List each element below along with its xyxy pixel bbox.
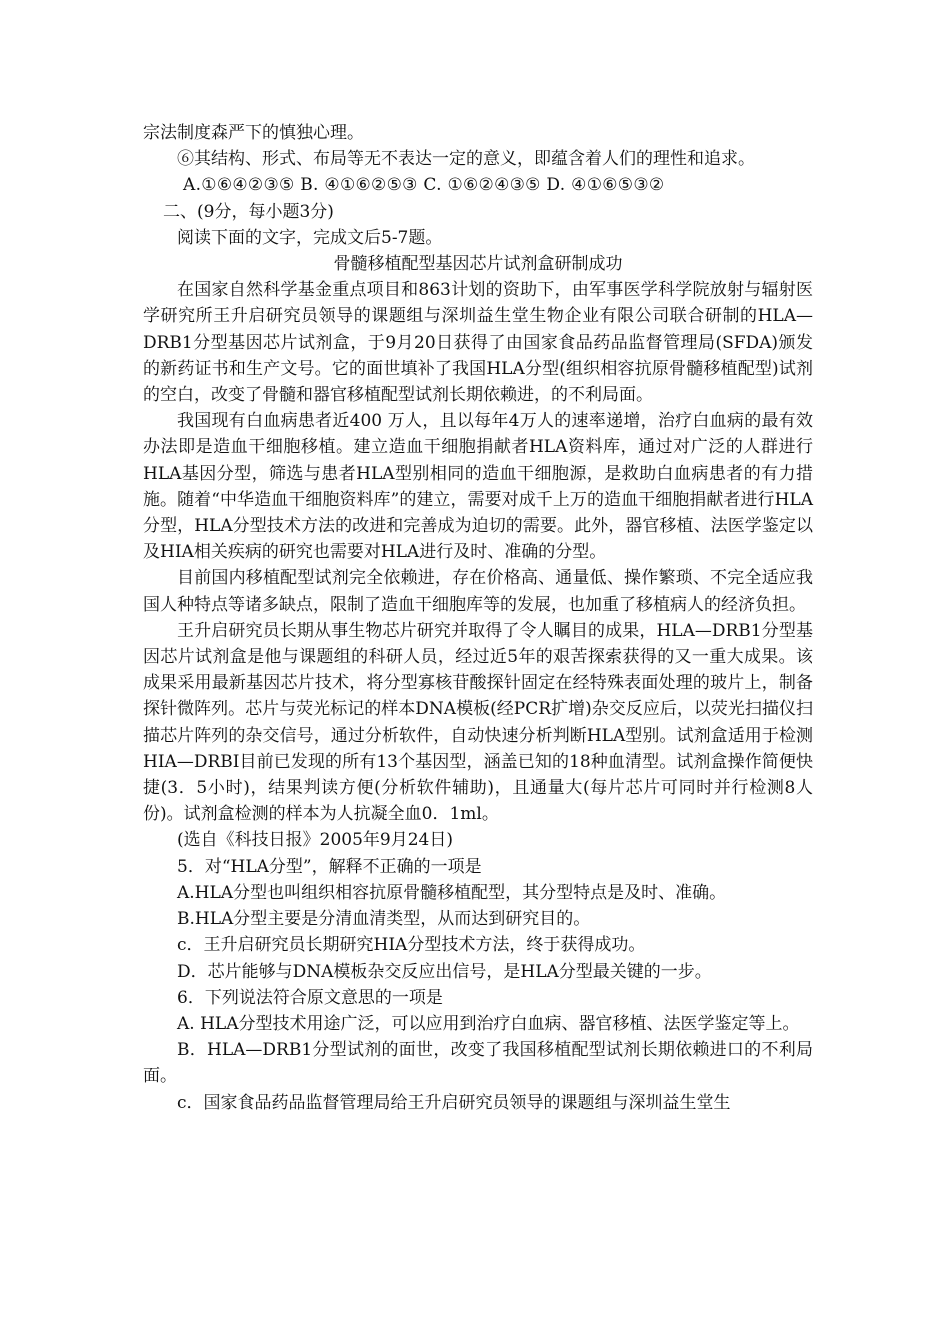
article-title: 骨髓移植配型基因芯片试剂盒研制成功: [333, 254, 623, 275]
answer-option: A.HLA分型也叫组织相容抗原骨髓移植配型，其分型特点是及时、准确。: [177, 882, 727, 903]
answer-option: c．国家食品药品监督管理局给王升启研究员领导的课题组与深圳益生堂生: [177, 1092, 731, 1113]
paragraph: 我国现有白血病患者近400 万人，且以每年4万人的速率递增，治疗白血病的最有效办法即是造血干细胞移植。建立造血干细胞捐献者HLA资料库，通过对广泛的人群进行HLA基因分型，筛选与患者HLA型别相同的造血干细胞源，是救助白血病患者的有力措施。随着“中华造血干细胞资料库”的建立，需要对成千上万的造血干细胞捐献者进行HLA分型，HLA分型技术方法的改进和完善成为迫切的需要。此外，器官移植、法医学鉴定以及HIA相关疾病的研究也需要对HLA进行及时、准确的分型。: [143, 411, 813, 563]
text-line: A.①⑥④②③⑤ B. ④①⑥②⑤③ C. ①⑥②④③⑤ D. ④①⑥⑤③②: [183, 175, 665, 196]
text-line: 二、(9分，每小题3分): [163, 201, 334, 222]
answer-option: B.HLA分型主要是分清血清类型，从而达到研究目的。: [177, 909, 591, 930]
paragraph: 目前国内移植配型试剂完全依赖进，存在价格高、通量低、操作繁琐、不完全适应我国人种特点等诸多缺点，限制了造血干细胞库等的发展，也加重了移植病人的经济负担。: [143, 568, 813, 615]
question-stem: 6．下列说法符合原文意思的一项是: [177, 987, 443, 1008]
text-line: 阅读下面的文字，完成文后5-7题。: [177, 227, 443, 248]
answer-option: A. HLA分型技术用途广泛，可以应用到治疗白血病、器官移植、法医学鉴定等上。: [177, 1013, 800, 1034]
document-page: [143, 120, 813, 1116]
paragraph: 在国家自然科学基金重点项目和863计划的资助下，由军事医学科学院放射与辐射医学研究所王升启研究员领导的课题组与深圳益生堂生物企业有限公司联合研制的HLA—DRB1分型基因芯片试剂盒，于9月20日获得了由国家食品药品监督管理局(SFDA)颁发的新药证书和生产文号。它的面世填补了我国HLA分型(组织相容抗原骨髓移植配型)试剂的空白，改变了骨髓和器官移植配型试剂长期依赖进，的不利局面。: [143, 280, 813, 406]
paragraph: 王升启研究员长期从事生物芯片研究并取得了令人瞩目的成果，HLA—DRB1分型基因芯片试剂盒是他与课题组的科研人员，经过近5年的艰苦探索获得的又一重大成果。该成果采用最新基因芯片技术，将分型寡核苷酸探针固定在经特殊表面处理的玻片上，制备探针微阵列。芯片与荧光标记的样本DNA模板(经PCR扩增)杂交反应后，以荧光扫描仪扫描芯片阵列的杂交信号，通过分析软件，自动快速分析判断HLA型别。试剂盒适用于检测HIA—DRBI目前已发现的所有13个基因型，涵盖已知的18种血清型。试剂盒操作简便快捷(3．5小时)，结果判读方便(分析软件辅助)，且通量大(每片芯片可同时并行检测8人份)。试剂盒检测的样本为人抗凝全血0．1ml。: [143, 620, 813, 825]
text-line: 宗法制度森严下的慎独心理。: [143, 123, 364, 143]
answer-option: B．HLA—DRB1分型试剂的面世，改变了我国移植配型试剂长期依赖进口的不利局面。: [143, 1040, 813, 1087]
source-line: (选自《科技日报》2005年9月24日): [177, 830, 453, 851]
question-stem: 5．对“HLA分型”，解释不正确的一项是: [177, 856, 482, 877]
answer-option: c．王升启研究员长期研究HIA分型技术方法，终于获得成功。: [177, 935, 646, 956]
text-line: ⑥其结构、形式、布局等无不表达一定的意义，即蕴含着人们的理性和追求。: [177, 149, 755, 170]
answer-option: D．芯片能够与DNA模板杂交反应出信号，是HLA分型最关键的一步。: [177, 961, 712, 982]
